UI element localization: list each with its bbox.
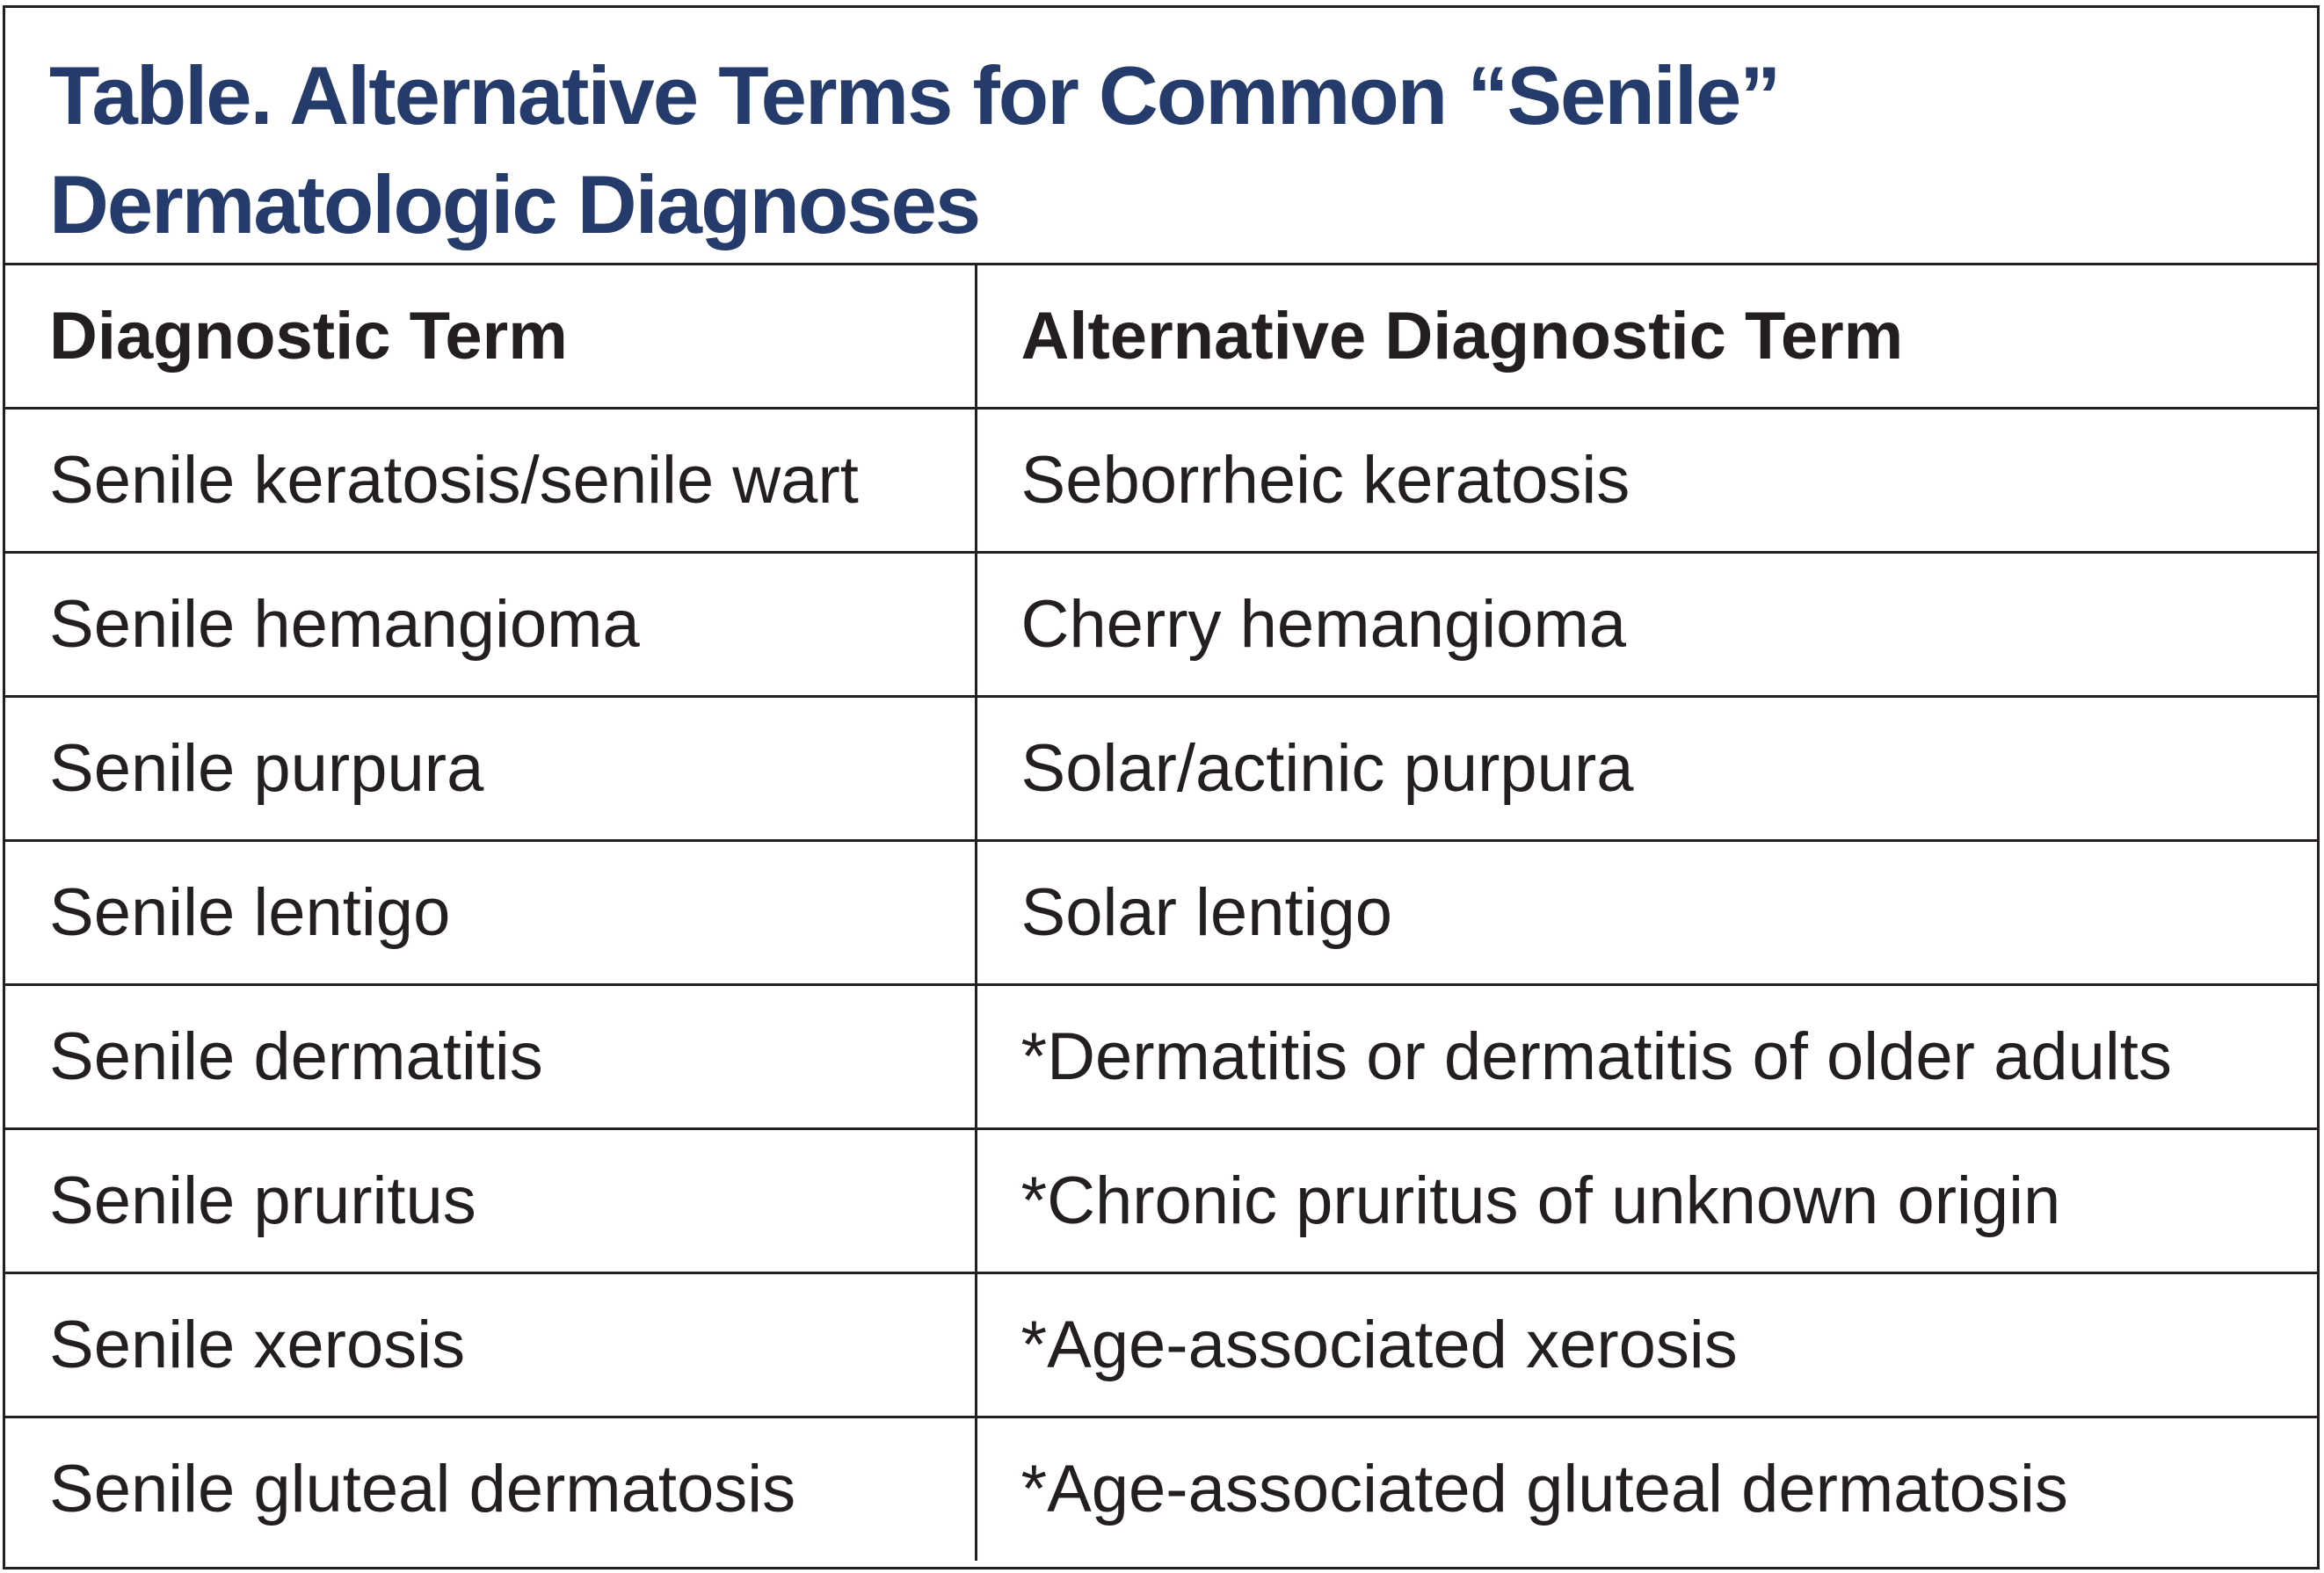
alternative-term-cell: Solar lentigo bbox=[976, 840, 2317, 984]
table-title bbox=[49, 41, 1807, 259]
diagnostic-term-cell: Senile purpura bbox=[5, 696, 976, 840]
diagnostic-term-cell: Senile pruritus bbox=[5, 1128, 976, 1272]
table-title-line-2: Dermatologic Diagnoses bbox=[49, 158, 980, 250]
alternative-term-cell: Seborrheic keratosis bbox=[976, 408, 2317, 552]
table-row bbox=[5, 1272, 2317, 1417]
alternative-term-cell: *Age-associated gluteal dermatosis bbox=[1020, 1452, 2068, 1527]
alternative-term-cell: *Chronic pruritus of unknown origin bbox=[976, 1128, 2317, 1272]
diagnoses-table bbox=[3, 5, 2320, 1569]
table-row bbox=[5, 696, 2317, 840]
diagnostic-term-cell: Senile hemangioma bbox=[5, 552, 976, 696]
table-title-cell bbox=[5, 8, 2317, 265]
table-row bbox=[5, 1128, 2317, 1272]
table-title-line-1: Table. Alternative Terms for Common “Senile” bbox=[49, 49, 1780, 141]
alternative-term-cell: *Age-associated xerosis bbox=[976, 1272, 2317, 1417]
diagnostic-term-cell: Senile lentigo bbox=[5, 840, 976, 984]
diagnostic-term-cell: Senile dermatitis bbox=[5, 984, 976, 1128]
table-row bbox=[5, 552, 2317, 696]
alternative-term-cell: Solar/actinic purpura bbox=[976, 696, 2317, 840]
terms-table bbox=[5, 265, 2317, 1561]
column-header-alternative-term: Alternative Diagnostic Term bbox=[976, 265, 2317, 408]
table-row bbox=[5, 408, 2317, 552]
alternative-term-cell: *Dermatitis or dermatitis of older adults bbox=[976, 984, 2317, 1128]
alternative-term-cell: Cherry hemangioma bbox=[976, 552, 2317, 696]
diagnostic-term-cell: Senile xerosis bbox=[5, 1272, 976, 1417]
table-row bbox=[5, 840, 2317, 984]
table-row bbox=[5, 1417, 2317, 1561]
column-header-diagnostic-term: Diagnostic Term bbox=[5, 265, 976, 408]
table-header-row bbox=[5, 265, 2317, 408]
table-row bbox=[5, 984, 2317, 1128]
diagnostic-term-cell: Senile gluteal dermatosis bbox=[5, 1417, 976, 1561]
diagnostic-term-cell: Senile keratosis/senile wart bbox=[5, 408, 976, 552]
